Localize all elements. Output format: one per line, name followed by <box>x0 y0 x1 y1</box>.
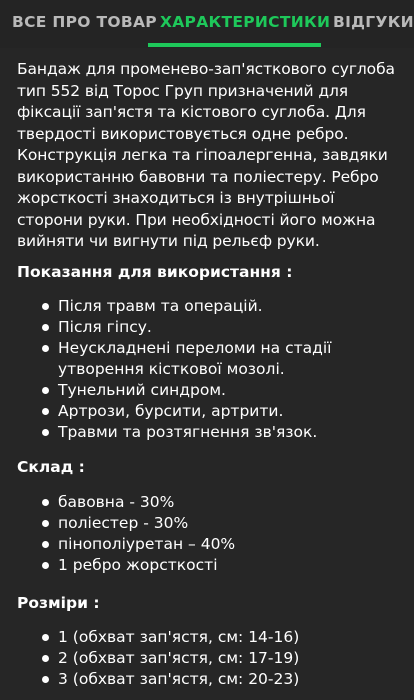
bullet-icon <box>42 676 49 683</box>
list-item: 1 ребро жорсткості <box>17 555 397 576</box>
indications-heading: Показання для використання : <box>17 263 293 281</box>
tab-all-about-product[interactable]: ВСЕ ПРО ТОВАР <box>12 13 157 31</box>
tab-characteristics[interactable]: ХАРАКТЕРИСТИКИ <box>160 13 331 31</box>
tab-bar <box>0 0 414 48</box>
list-item: 2 (обхват зап'ястя, см: 17-19) <box>17 648 397 669</box>
characteristics-content <box>0 48 414 700</box>
list-item: бавовна - 30% <box>17 492 397 513</box>
list-item: Після гіпсу. <box>17 317 397 338</box>
list-item: Травми та розтягнення зв'язок. <box>17 422 397 443</box>
bullet-icon <box>42 499 49 506</box>
bullet-icon <box>42 429 49 436</box>
list-item: поліестер - 30% <box>17 513 397 534</box>
composition-list <box>17 492 397 576</box>
bullet-icon <box>42 541 49 548</box>
sizes-list <box>17 627 397 690</box>
list-item: 3 (обхват зап'ястя, см: 20-23) <box>17 669 397 690</box>
bullet-icon <box>42 345 49 352</box>
product-description: Бандаж для променево-зап'ясткового суглоба тип 552 від Торос Груп призначений для фіксації зап'ястя та кістового суглоба. Для твердості використовується одне ребро. Конструкція легка та гіпоалергенна, завдяки використанню бавовни та поліестеру. Ребро жорсткості знаходиться із внутрішньої сторони руки. При необхідності його можна вийняти чи вигнути під рельєф руки. <box>17 60 395 250</box>
bullet-icon <box>42 655 49 662</box>
composition-heading: Склад : <box>17 458 85 476</box>
bullet-icon <box>42 520 49 527</box>
bullet-icon <box>42 634 49 641</box>
bullet-icon <box>42 562 49 569</box>
bullet-icon <box>42 408 49 415</box>
list-item: пінополіуретан – 40% <box>17 534 397 555</box>
bullet-icon <box>42 387 49 394</box>
active-tab-indicator <box>148 43 321 47</box>
list-item: 1 (обхват зап'ястя, см: 14-16) <box>17 627 397 648</box>
indications-list <box>17 296 397 443</box>
bullet-icon <box>42 324 49 331</box>
list-item: Після травм та операцій. <box>17 296 397 317</box>
bullet-icon <box>42 303 49 310</box>
tab-reviews[interactable]: ВІДГУКИ <box>333 13 414 31</box>
list-item: Артрози, бурсити, артрити. <box>17 401 397 422</box>
list-item: Тунельний синдром. <box>17 380 397 401</box>
list-item: Неускладнені переломи на стадії утворення кісткової мозолі. <box>17 338 397 380</box>
sizes-heading: Розміри : <box>17 594 100 612</box>
